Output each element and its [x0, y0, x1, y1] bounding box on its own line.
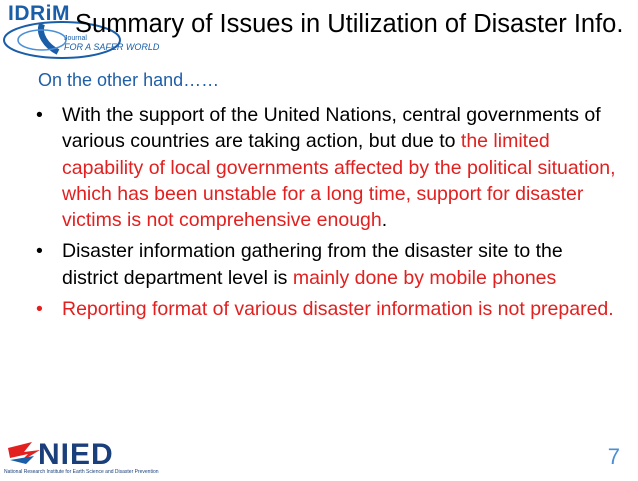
bullet-item	[36, 238, 621, 291]
bullet-marker: •	[36, 298, 43, 321]
bullet-text: With the support of the United Nations, central governments of various countries are taking action, but due to	[62, 104, 601, 153]
idrim-wordmark: IDRiM	[8, 2, 70, 25]
bullet-text: .	[381, 209, 388, 232]
highlighted-text: the limited capability of local governments affected by the political situation, which has been unstable for a long time, support for disaster victims is not comprehensive enough	[62, 130, 616, 232]
bullet-marker: •	[36, 104, 43, 126]
subheading: On the other hand……	[38, 70, 220, 90]
highlighted-text: mainly done by mobile phones	[292, 266, 557, 289]
page-number: 7	[607, 444, 620, 469]
bullet-marker: •	[36, 240, 43, 263]
idrim-journal-label: Journal	[64, 35, 87, 42]
bullet-item	[36, 296, 621, 322]
highlighted-text: Reporting format of various disaster information is not prepared.	[62, 298, 614, 321]
nied-fullname: National Research Institute for Earth Science and Disaster Prevention	[4, 469, 159, 475]
bullet-item	[36, 102, 621, 233]
slide-title: Summary of Issues in Utilization of Disaster Info.	[75, 10, 624, 38]
idrim-tagline: FOR A SAFER WORLD	[64, 42, 160, 52]
nied-wordmark: NIED	[38, 438, 114, 471]
nied-logo	[4, 438, 224, 476]
bullet-list	[36, 102, 621, 327]
bullet-text: Disaster information gathering from the disaster site to the district department level is	[62, 240, 563, 289]
